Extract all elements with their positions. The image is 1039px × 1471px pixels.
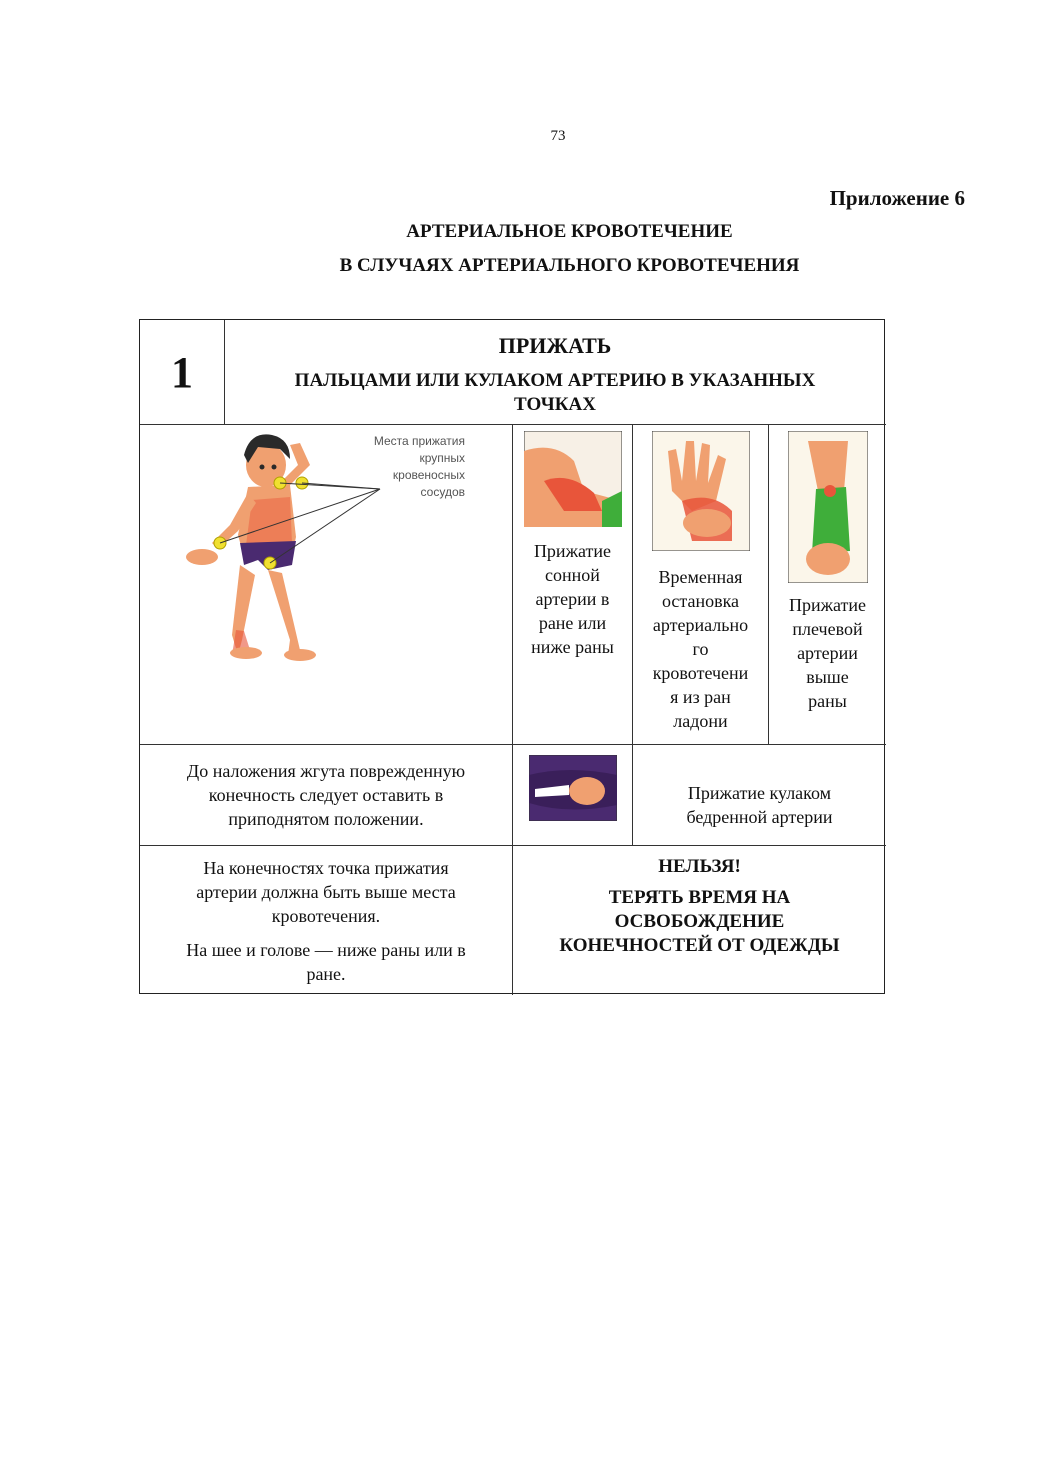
- foot-left: [230, 647, 262, 659]
- palm-caption-line: кровотечени: [652, 663, 749, 683]
- figure-label-line: крупных: [419, 451, 465, 465]
- brachial-caption-line: выше: [806, 667, 849, 687]
- brachial-caption-line: раны: [808, 691, 847, 711]
- head-note-line: ране.: [306, 963, 346, 984]
- palm-caption-line: ладони: [673, 711, 728, 731]
- warning-line: КОНЕЧНОСТЕЙ ОТ ОДЕЖДЫ: [559, 935, 840, 956]
- figure-label-line: Места прижатия: [373, 434, 465, 448]
- warning-title: НЕЛЬЗЯ!: [658, 856, 741, 877]
- femoral-caption-line: Прижатие кулаком: [687, 783, 832, 803]
- palm-caption-line: остановка: [661, 591, 740, 611]
- header-cell: [224, 320, 886, 424]
- carotid-cell: [513, 425, 632, 744]
- carotid-caption-line: Прижатие: [533, 541, 612, 561]
- step-number: 1: [171, 347, 193, 397]
- elevate-note-line: приподнятом положении.: [228, 809, 424, 829]
- pressure-point-rules-cell: [140, 846, 512, 995]
- femoral-image-cell: [513, 745, 632, 845]
- limb-note-line: На конечностях точка прижатия: [203, 857, 449, 878]
- warning-line: ТЕРЯТЬ ВРЕМЯ НА: [608, 887, 791, 908]
- limb-note-line: артерии должна быть выше места: [196, 881, 456, 902]
- brachial-press-image: [788, 431, 868, 583]
- leg-right: [268, 570, 300, 655]
- carotid-caption-line: сонной: [545, 565, 600, 585]
- elevate-note-line: До наложения жгута поврежденную: [186, 761, 466, 781]
- hand-left: [186, 549, 218, 565]
- brachial-cell: [769, 425, 886, 744]
- appendix-label: Приложение 6: [829, 186, 965, 210]
- carotid-press-image: [524, 431, 622, 527]
- header-sub: ПАЛЬЦАМИ ИЛИ КУЛАКОМ АРТЕРИЮ В УКАЗАННЫХ ТОЧКАХ: [294, 370, 816, 415]
- document-subtitle: В СЛУЧАЯХ АРТЕРИАЛЬНОГО КРОВОТЕЧЕНИЯ: [339, 255, 800, 276]
- carotid-caption-line: артерии в: [535, 589, 610, 609]
- brachial-caption-line: Прижатие: [788, 595, 867, 615]
- elevate-note-line: конечность следует оставить в: [208, 785, 444, 805]
- document-title: АРТЕРИАЛЬНОЕ КРОВОТЕЧЕНИЕ: [406, 221, 733, 242]
- femoral-press-image: [529, 755, 617, 821]
- brachial-caption-line: артерии: [797, 643, 858, 663]
- limb-note-line: кровотечения.: [271, 905, 381, 926]
- first-aid-table: [139, 319, 885, 994]
- header-main: ПРИЖАТЬ: [498, 333, 612, 358]
- palm-press-image: [652, 431, 750, 551]
- palm-caption-line: артериально: [652, 615, 749, 635]
- warning-line: ОСВОБОЖДЕНИЕ: [614, 911, 785, 932]
- page-number: 73: [550, 128, 566, 144]
- femoral-caption-cell: [633, 765, 886, 845]
- palm-caption-line: Временная: [658, 567, 743, 587]
- figure-label-line: сосудов: [420, 485, 465, 499]
- palm-caption-line: я из ран: [670, 687, 731, 707]
- head-note-line: На шее и голове — ниже раны или в: [186, 939, 466, 960]
- elevate-note-cell: [140, 745, 512, 845]
- pressure-points-illustration: [140, 425, 512, 744]
- foot-right: [284, 649, 316, 661]
- femoral-caption-line: бедренной артерии: [686, 807, 833, 827]
- brachial-caption-line: плечевой: [792, 619, 863, 639]
- warning-cell: [513, 846, 886, 995]
- body-figure-cell: [140, 425, 512, 744]
- carotid-caption-line: ниже раны: [531, 637, 614, 657]
- palm-caption-line: го: [692, 639, 709, 659]
- figure-label-line: кровеносных: [392, 468, 465, 482]
- carotid-caption-line: ране или: [538, 613, 607, 633]
- palm-cell: [633, 425, 768, 744]
